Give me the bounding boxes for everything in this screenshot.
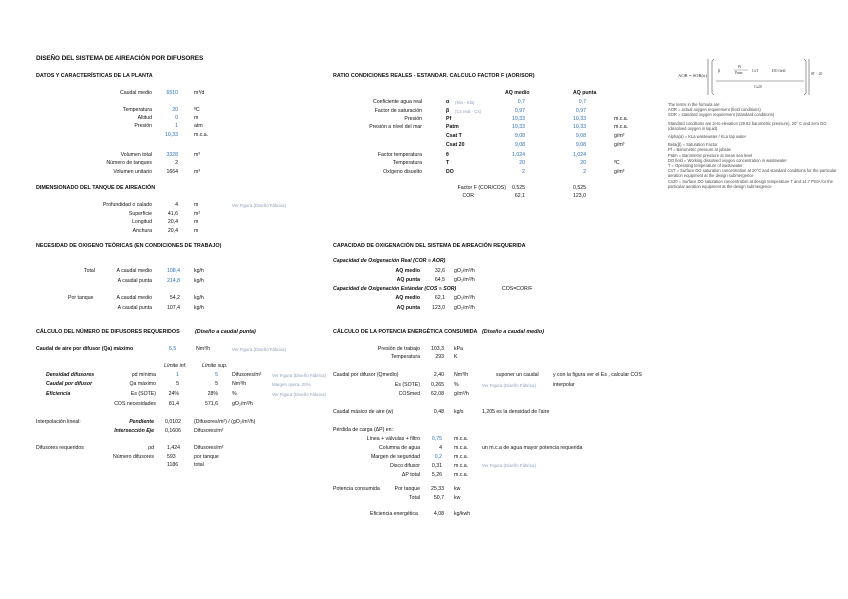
flow-note-2: y con la figura ver el Es , calcular COS xyxy=(553,372,642,378)
section-power: CÁLCULO DE LA POTENCIA ENERGÉTICA CONSUMIDA xyxy=(333,329,478,335)
oxcap-value: 62,1 xyxy=(434,295,445,301)
oxcap-label: AQ medio xyxy=(395,268,420,274)
formula-note-line: Pf = Barometric pressure at jobsite xyxy=(668,147,731,153)
ratio-symbol: Csat T xyxy=(446,133,462,139)
formula-note-line: Standard conditions are zero elevation (29.92 barometric pressure), 20° C and zero DO (dissolved oxygen in liquid). xyxy=(668,120,827,131)
required-unit: por tanque xyxy=(194,454,219,460)
plant-label: Altitud xyxy=(137,115,152,121)
power-unit: kw xyxy=(454,486,461,492)
power-row-label: Total xyxy=(409,495,420,501)
section-diffusers: CÁLCULO DEL NÚMERO DE DIFUSORES REQUERIDOS xyxy=(36,329,180,335)
plant-unit: m xyxy=(194,115,199,121)
limit-sup-header: Límite sup. xyxy=(202,363,228,369)
flow-note: suponer un caudal xyxy=(496,372,539,378)
plant-label: Volumen unitario xyxy=(113,169,152,175)
required-value: 1,424 xyxy=(167,445,180,451)
ratio-col-medio: AQ medio xyxy=(505,90,530,96)
diffuser-value-inf: 81,4 xyxy=(168,401,179,407)
diffuser-row-symbol: ρd mínima xyxy=(131,372,156,378)
required-row-label: Número difusores xyxy=(113,454,154,460)
oxcap-unit: gO₂/m³/h xyxy=(454,295,475,301)
cor-punta: 123,0 xyxy=(573,193,586,199)
interp-row-label: Pendiente xyxy=(129,419,154,425)
sote-label: Es (SOTE) xyxy=(394,382,420,388)
pressure-loss-row-label: Columna de agua xyxy=(379,445,420,451)
required-value: 593 xyxy=(167,454,176,460)
ratio-unit: g/m³ xyxy=(614,169,625,175)
ratio-value-medio: 10,33 xyxy=(512,116,525,122)
plant-label: Volumen total xyxy=(120,152,152,158)
ratio-symbol: DO xyxy=(446,169,454,175)
pressure-loss-value: 5,26 xyxy=(431,472,442,478)
diffuser-unit: % xyxy=(232,391,237,397)
energy-efficiency-label: Eficiencia energética xyxy=(370,511,418,517)
sote-note: Ver Figura (Diseño Fábrica) xyxy=(482,382,536,388)
formula-note-line: Cs20 = Surface DO saturation concentration at design temperature T and 14.7 PSIA for the particular aeration equipment at the design submergence xyxy=(668,178,833,189)
oxcap-value: 64,5 xyxy=(434,277,445,283)
formula-note-line: Beta(β) = Saturation Factor xyxy=(668,142,718,148)
mass-flow-note: 1,205 es la densidad de l'aire xyxy=(482,409,550,415)
formula-patm: Patm xyxy=(735,71,743,75)
ratio-value-medio: 0,7 xyxy=(517,99,525,105)
tank-note: Ver Figura (Diseño Fábrica) xyxy=(232,202,286,208)
ratio-value-punta: 0,7 xyxy=(578,99,586,105)
ratio-label: Presión a nivel del mar xyxy=(369,124,422,130)
diffuser-row-symbol: Qa máximo xyxy=(129,381,156,387)
oxneed-value: 214,8 xyxy=(167,278,180,284)
ratio-label: Oxígeno disuelto xyxy=(383,169,422,175)
ratio-value-punta: 2 xyxy=(583,169,586,175)
diffuser-row-label: Densidad difusores xyxy=(46,372,95,378)
interp-value: 0,0102 xyxy=(165,419,181,425)
tank-label: Anchura xyxy=(132,228,152,234)
diffuser-row-label: Eficiencia xyxy=(46,391,71,397)
formula-note-line: T = Operating temperature of wastewater xyxy=(668,163,743,169)
flow-per-diffuser-value: 2,40 xyxy=(433,372,444,378)
required-unit: Difusores/m² xyxy=(194,445,224,451)
tank-value: 41,6 xyxy=(167,211,178,217)
cos-med-unit: g/m³/h xyxy=(454,391,469,397)
formula-note-line: SOR = standard oxygen requirement (standard conditions) xyxy=(668,112,775,118)
oxneed-total-label: Total xyxy=(84,268,95,274)
aor-formula-image xyxy=(668,55,838,99)
tank-unit: m² xyxy=(194,211,201,217)
power-condition-value: 293 xyxy=(435,354,444,360)
power-unit: kw xyxy=(454,495,461,501)
required-unit: total xyxy=(194,462,204,468)
ratio-symbol: β xyxy=(446,108,450,114)
ratio-symbol: α xyxy=(446,99,450,105)
power-value: 50,7 xyxy=(433,495,444,501)
pressure-loss-row-label: Línea + válvulas + filtro xyxy=(366,436,420,442)
formula-notes xyxy=(668,102,838,189)
formula-left-text: AOR = SOR(α) xyxy=(678,73,707,78)
tank-label: Longitud xyxy=(132,219,152,225)
air-flow-value: 6,5 xyxy=(169,346,177,352)
ratio-symbol: T xyxy=(446,160,450,166)
pressure-loss-unit: m.c.a. xyxy=(454,436,469,442)
ratio-value-medio: 0,97 xyxy=(514,108,525,114)
cor-medio: 62,1 xyxy=(514,193,525,199)
ratio-label: Factor de saturación xyxy=(374,108,422,114)
flow-per-diffuser-label: Caudal por difusor (Qmedio) xyxy=(333,372,399,378)
section-tank: DIMENSIONADO DEL TANQUE DE AIREACIÓN xyxy=(36,185,156,191)
pressure-loss-unit: m.c.a. xyxy=(454,445,469,451)
plant-label: Número de tanques xyxy=(106,160,152,166)
power-value: 25,33 xyxy=(431,486,444,492)
diffuser-value-sup: 571,6 xyxy=(205,401,218,407)
pressure-loss-unit: m.c.a. xyxy=(454,454,469,460)
formula-pf: Pf xyxy=(738,65,742,69)
ratio-value-punta: 9,08 xyxy=(575,133,586,139)
pressure-loss-row-label: ΔP total xyxy=(401,472,420,478)
power-condition-value: 103,3 xyxy=(431,346,444,352)
oxcap-real-title: Capacidad de Oxigenación Real (COR ≡ AOR) xyxy=(333,258,446,264)
oxneed-value: 54,2 xyxy=(169,295,180,301)
ratio-label: Coeficiente agua real xyxy=(372,99,422,105)
oxneed-value: 108,4 xyxy=(167,268,180,274)
oxneed-label: A caudal punta xyxy=(117,278,152,284)
formula-note-line: AOR = actual oxygen requirement (field conditions) xyxy=(668,107,761,113)
oxneed-value: 107,4 xyxy=(167,305,180,311)
air-flow-label: Caudal de aire por difusor (Qa) máximo xyxy=(36,346,134,352)
power-condition-unit: kPa xyxy=(454,346,463,352)
section-plant: DATOS Y CARACTERÍSTICAS DE LA PLANTA xyxy=(36,73,153,79)
ratio-unit: g/m³ xyxy=(614,133,625,139)
plant-unit: m³/d xyxy=(194,90,205,96)
ratio-col-punta: AQ punta xyxy=(573,90,597,96)
power-consumed-label: Potencia consumida xyxy=(333,486,380,492)
formula-note-line: CsT = Surface DO saturation concentration at 20°C and standard conditions for the particular aeration equipment at the design submergence xyxy=(668,168,837,179)
diffuser-row-symbol: COS necesidades xyxy=(114,401,156,407)
factor-f-punta: 0,525 xyxy=(573,185,586,191)
tank-unit: m xyxy=(194,202,199,208)
diffuser-unit: Nm³/h xyxy=(232,381,247,387)
formula-note-line: Patm = Barometric pressure at mean sea level xyxy=(668,152,753,158)
ratio-symbol: θ xyxy=(446,152,449,158)
interp-value: 0,1606 xyxy=(165,428,181,434)
pressure-loss-label: Pérdida de carga (ΔP) en: xyxy=(333,427,393,433)
diffuser-row-symbol: Es (SOTE) xyxy=(130,391,156,397)
section-power-note: (Diseño a caudal medio) xyxy=(482,329,545,335)
ratio-symbol: Patm xyxy=(446,124,459,130)
ratio-value-punta: 10,33 xyxy=(573,124,586,130)
diffuser-note: Ver Figura (Diseño Fábrica) xyxy=(272,391,326,397)
cor-label: COR xyxy=(462,193,474,199)
oxcap-unit: gO₂/m³/h xyxy=(454,305,475,311)
diffuser-note: Ver Figura (Diseño Fábrica) xyxy=(272,372,326,378)
formula-cst: CsT xyxy=(752,69,759,73)
ratio-value-medio: 2 xyxy=(522,169,525,175)
air-flow-note: Ver Figura (Diseño Fábrica) xyxy=(232,346,286,352)
plant-unit: m³ xyxy=(194,169,201,175)
pressure-loss-row-label: Disco difusor xyxy=(390,463,420,469)
power-row-label: Por tanque xyxy=(394,486,420,492)
ratio-symbol: Csat 20 xyxy=(446,142,465,148)
pressure-loss-note: un m.c.a de agua mayor potencia requerida xyxy=(482,445,583,451)
diffuser-value-inf: 5 xyxy=(176,381,179,387)
plant-value: 3328 xyxy=(166,152,178,158)
tank-label: Profundidad o calado xyxy=(102,202,152,208)
plant-value: 1 xyxy=(175,123,178,129)
ratio-symbol-note: (Cs real - Cs) xyxy=(455,108,482,114)
oxcap-unit: gO₂/m³/h xyxy=(454,268,475,274)
pressure-loss-value: 4 xyxy=(439,445,442,451)
ratio-value-punta: 10,33 xyxy=(573,116,586,122)
cos-med-value: 62,08 xyxy=(431,391,444,397)
plant-value: 10,33 xyxy=(165,132,178,138)
oxcap-value: 32,6 xyxy=(434,268,445,274)
oxcap-std-note: COS=COR/F xyxy=(502,286,533,292)
pressure-loss-value: 0,2 xyxy=(434,454,442,460)
required-row-label: ρd xyxy=(148,445,154,451)
plant-value: 6510 xyxy=(166,90,178,96)
interp-row-label: Intersección Eje xyxy=(114,428,154,434)
section-oxygen-need: NECESIDAD DE OXIGENO TEÓRICAS (EN CONDICIONES DE TRABAJO) xyxy=(36,243,222,249)
formula-note-line: The terms in the formula are: xyxy=(668,102,721,107)
ratio-value-punta: 1,024 xyxy=(573,152,586,158)
ratio-value-medio: 9,08 xyxy=(514,142,525,148)
formula-exponent: θT − 20 xyxy=(811,72,823,76)
oxneed-tank-label: Por tanque xyxy=(68,295,94,301)
air-flow-unit: Nm³/h xyxy=(196,346,211,352)
factor-f-label: Factor F (COR/COS) xyxy=(457,185,506,191)
pressure-loss-unit: m.c.a. xyxy=(454,472,469,478)
tank-value: 4 xyxy=(175,202,178,208)
ratio-label: Temperatura xyxy=(392,160,422,166)
plant-label: Temperatura xyxy=(122,107,152,113)
formula-do: DO field xyxy=(772,69,786,73)
tank-value: 20,4 xyxy=(167,228,178,234)
interp-unit: (Difusores/m²) / (gO₂/m³/h) xyxy=(194,419,256,425)
plant-unit: atm xyxy=(194,123,203,129)
diffuser-value-sup: 5 xyxy=(215,381,218,387)
diffuser-unit: gO₂/m³/h xyxy=(232,401,253,407)
oxcap-label: AQ punta xyxy=(396,305,420,311)
diffuser-value-inf: 1 xyxy=(176,372,179,378)
energy-efficiency-unit: kg/kwh xyxy=(454,511,471,517)
oxneed-label: A caudal medio xyxy=(116,295,152,301)
mass-flow-value: 0,48 xyxy=(433,409,444,415)
diffuser-value-sup: 28% xyxy=(207,391,218,397)
section-diffusers-note: (Diseño a caudal punta) xyxy=(195,329,256,335)
sote-value: 0,265 xyxy=(431,382,444,388)
plant-value: 1664 xyxy=(166,169,178,175)
oxneed-label: A caudal punta xyxy=(117,305,152,311)
oxneed-unit: kg/h xyxy=(194,268,204,274)
power-condition-label: Temperatura xyxy=(390,354,420,360)
ratio-value-medio: 1,024 xyxy=(512,152,525,158)
formula-note-line: DO field = Working dissolved oxygen concentration in wastewater xyxy=(668,157,787,163)
ratio-value-punta: 0,97 xyxy=(575,108,586,114)
plant-unit: m.c.a. xyxy=(194,132,209,138)
mass-flow-label: Caudal másico de aire (w) xyxy=(333,409,394,415)
plant-value: 20 xyxy=(172,107,178,113)
oxcap-label: AQ punta xyxy=(396,277,420,283)
ratio-unit: ºC xyxy=(614,160,620,166)
diffuser-unit: Difusores/m² xyxy=(232,372,262,378)
diffuser-note: Margen opera. 20% xyxy=(272,381,311,387)
pressure-loss-row-label: Margen de seguridad xyxy=(370,454,420,460)
interp-unit: Difusores/m² xyxy=(194,428,224,434)
power-condition-label: Presión de trabajo xyxy=(377,346,420,352)
ratio-unit: m.c.a. xyxy=(614,116,629,122)
oxneed-unit: kg/h xyxy=(194,278,204,284)
factor-f-medio: 0,525 xyxy=(512,185,525,191)
formula-note-line: Alpha(α) = KLa wastewater / KLa tap water xyxy=(668,134,747,140)
pressure-loss-unit: m.c.a. xyxy=(454,463,469,469)
plant-value: 0 xyxy=(175,115,178,121)
ratio-symbol: Pf xyxy=(446,116,452,122)
flow-per-diffuser-unit: Nm³/h xyxy=(454,372,469,378)
ratio-value-punta: 9,08 xyxy=(575,142,586,148)
ratio-label: Presión xyxy=(404,116,422,122)
required-label: Difusores requeridos xyxy=(36,445,84,451)
ratio-symbol-note: (Kla - Kla) xyxy=(455,99,475,105)
energy-efficiency-value: 4,08 xyxy=(433,511,444,517)
diffuser-value-inf: 24% xyxy=(168,391,179,397)
limit-inf-header: Límite inf. xyxy=(164,363,187,369)
ratio-unit: m.c.a. xyxy=(614,124,629,130)
ratio-value-medio: 9,08 xyxy=(514,133,525,139)
plant-label: Caudal medio xyxy=(119,90,152,96)
ratio-unit: g/m³ xyxy=(614,142,625,148)
pressure-loss-value: 0,75 xyxy=(431,436,442,442)
page-title: DISEÑO DEL SISTEMA DE AIREACIÓN POR DIFUSORES xyxy=(36,55,204,62)
diffuser-row-label: Caudal por difusor xyxy=(46,381,93,387)
cos-med-label: COSmed xyxy=(398,391,420,397)
ratio-label: Factor temperatura xyxy=(377,152,422,158)
section-oxygen-capacity: CAPACIDAD DE OXIGENACIÓN DEL SISTEMA DE AIREACIÓN REQUERIDA xyxy=(333,243,526,249)
tank-label: Superficie xyxy=(128,211,152,217)
interp-label: Interpolación lineal: xyxy=(36,419,81,425)
tank-unit: m xyxy=(194,228,199,234)
plant-unit: ºC xyxy=(194,107,200,113)
pressure-loss-note: Ver Figura (Diseño Fábrica) xyxy=(482,463,536,468)
oxneed-unit: kg/h xyxy=(194,305,204,311)
formula-beta: β xyxy=(718,68,721,73)
plant-label: Presión xyxy=(134,123,152,129)
diffuser-value-sup: 5 xyxy=(215,372,218,378)
sote-unit: % xyxy=(454,382,459,388)
plant-value: 2 xyxy=(175,160,178,166)
tank-unit: m xyxy=(194,219,199,225)
ratio-value-punta: 20 xyxy=(580,160,586,166)
sote-note-2: interpolar xyxy=(553,382,575,388)
mass-flow-unit: kg/s xyxy=(454,409,464,415)
tank-value: 20,4 xyxy=(167,219,178,225)
oxcap-std-title: Capacidad de Oxigenación Estándar (COS ≡ SOR) xyxy=(333,286,457,292)
ratio-value-medio: 10,33 xyxy=(512,124,525,130)
required-value: 1186 xyxy=(167,462,179,468)
oxneed-label: A caudal medio xyxy=(116,268,152,274)
oxcap-unit: gO₂/m³/h xyxy=(454,277,475,283)
pressure-loss-value: 0,31 xyxy=(431,463,442,469)
power-condition-unit: K xyxy=(454,354,458,360)
oxcap-label: AQ medio xyxy=(395,295,420,301)
section-ratio: RATIO CONDICIONES REALES - ESTANDAR. CALCULO FACTOR F (AOR/SOR) xyxy=(333,73,535,79)
formula-cs20: Cs20 xyxy=(754,85,762,89)
oxcap-value: 123,0 xyxy=(432,305,445,311)
ratio-value-medio: 20 xyxy=(519,160,525,166)
oxneed-unit: kg/h xyxy=(194,295,204,301)
plant-unit: m³ xyxy=(194,152,201,158)
formula-brackets xyxy=(708,59,809,95)
